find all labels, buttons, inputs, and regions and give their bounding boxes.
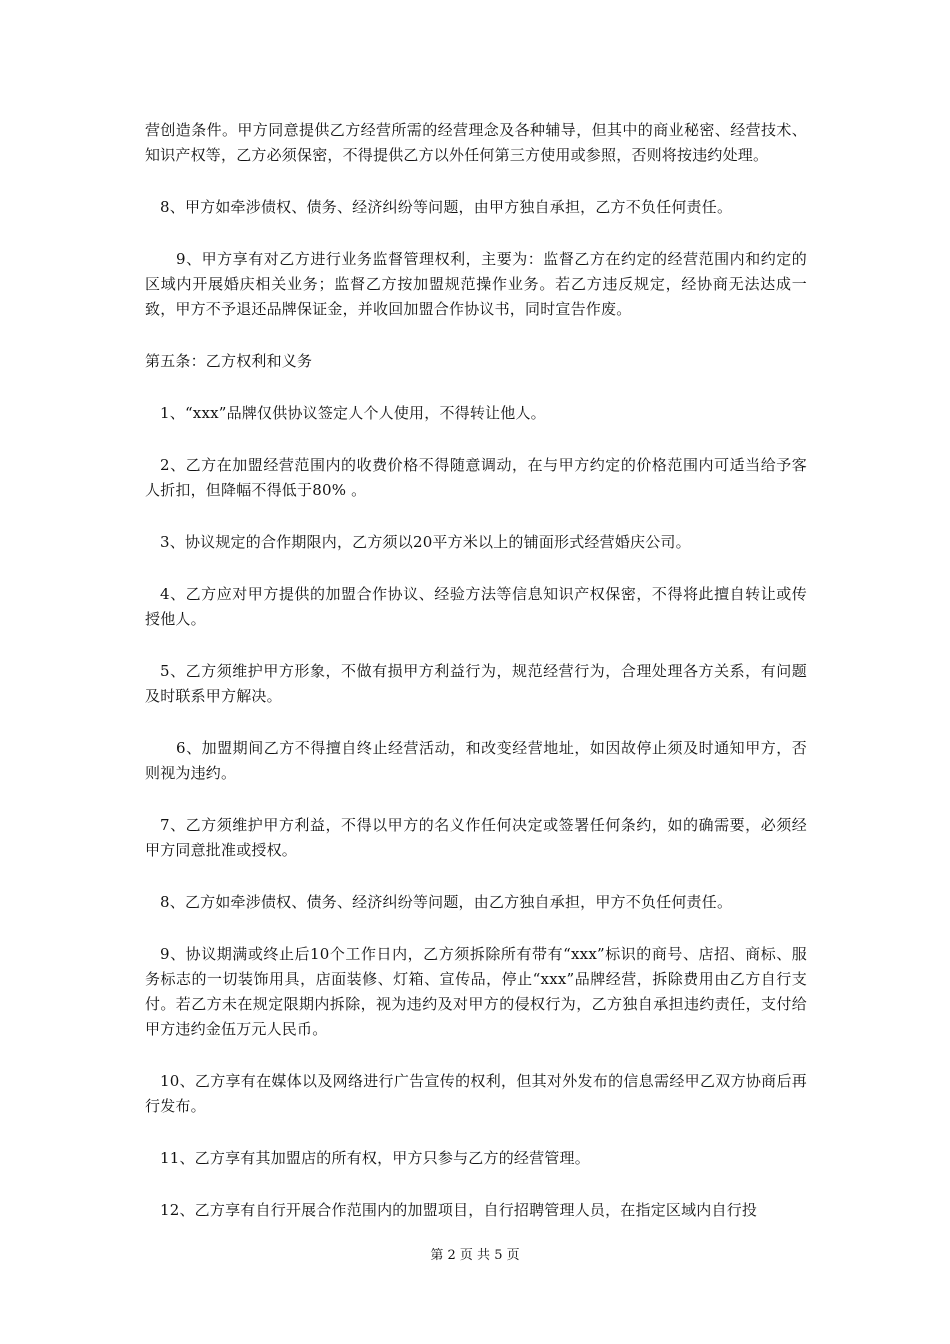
paragraph-party-b-clause-10: 10、乙方享有在媒体以及网络进行广告宣传的权利，但其对外发布的信息需经甲乙双方协商后再行发布。	[145, 1072, 807, 1115]
paragraph-party-b-clause-4: 4、乙方应对甲方提供的加盟合作协议、经验方法等信息知识产权保密，不得将此擅自转让或传授他人。	[145, 585, 807, 628]
paragraph-party-b-clause-6: 6、加盟期间乙方不得擅自终止经营活动，和改变经营地址，如因故停止须及时通知甲方，否则视为违约。	[145, 739, 807, 782]
paragraph-party-b-clause-7: 7、乙方须维护甲方利益，不得以甲方的名义作任何决定或签署任何条约，如的确需要，必须经甲方同意批准或授权。	[145, 816, 807, 859]
paragraph-party-b-clause-9: 9、协议期满或终止后10个工作日内，乙方须拆除所有带有“xxx”标识的商号、店招、商标、服务标志的一切装饰用具，店面装修、灯箱、宣传品，停止“xxx”品牌经营，拆除费用由乙方自行支付。若乙方未在规定限期内拆除，视为违约及对甲方的侵权行为，乙方独自承担违约责任，支付给甲方违约金伍万元人民币。	[145, 945, 807, 1038]
paragraph-party-b-clause-5: 5、乙方须维护甲方形象，不做有损甲方利益行为，规范经营行为，合理处理各方关系，有问题及时联系甲方解决。	[145, 662, 807, 705]
section-heading-article-5: 第五条：乙方权利和义务	[145, 352, 313, 370]
paragraph-party-b-clause-8: 8、乙方如牵涉债权、债务、经济纠纷等问题，由乙方独自承担，甲方不负任何责任。	[160, 893, 733, 911]
paragraph-party-b-clause-11: 11、乙方享有其加盟店的所有权，甲方只参与乙方的经营管理。	[160, 1149, 590, 1167]
paragraph-party-b-clause-12: 12、乙方享有自行开展合作范围内的加盟项目，自行招聘管理人员，在指定区域内自行投	[160, 1201, 758, 1219]
paragraph-party-a-clause-8: 8、甲方如牵涉债权、债务、经济纠纷等问题，由甲方独自承担，乙方不负任何责任。	[160, 198, 733, 216]
document-body	[145, 118, 807, 1223]
paragraph-party-b-clause-1: 1、“xxx”品牌仅供协议签定人个人使用，不得转让他人。	[160, 404, 546, 422]
paragraph-party-b-clause-2: 2、乙方在加盟经营范围内的收费价格不得随意调动，在与甲方约定的价格范围内可适当给予客人折扣，但降幅不得低于80% 。	[145, 456, 807, 499]
paragraph-party-b-clause-3: 3、协议规定的合作期限内，乙方须以20平方米以上的铺面形式经营婚庆公司。	[160, 533, 691, 551]
paragraph-party-a-clause-9: 9、甲方享有对乙方进行业务监督管理权利，主要为：监督乙方在约定的经营范围内和约定的区域内开展婚庆相关业务；监督乙方按加盟规范操作业务。若乙方违反规定，经协商无法达成一致，甲方不予退还品牌保证金，并收回加盟合作协议书，同时宣告作废。	[145, 250, 807, 318]
paragraph-continuation: 营创造条件。甲方同意提供乙方经营所需的经营理念及各种辅导，但其中的商业秘密、经营技术、知识产权等，乙方必须保密，不得提供乙方以外任何第三方使用或参照，否则将按违约处理。	[145, 121, 807, 164]
page-footer: 第 2 页 共 5 页	[430, 1248, 520, 1263]
